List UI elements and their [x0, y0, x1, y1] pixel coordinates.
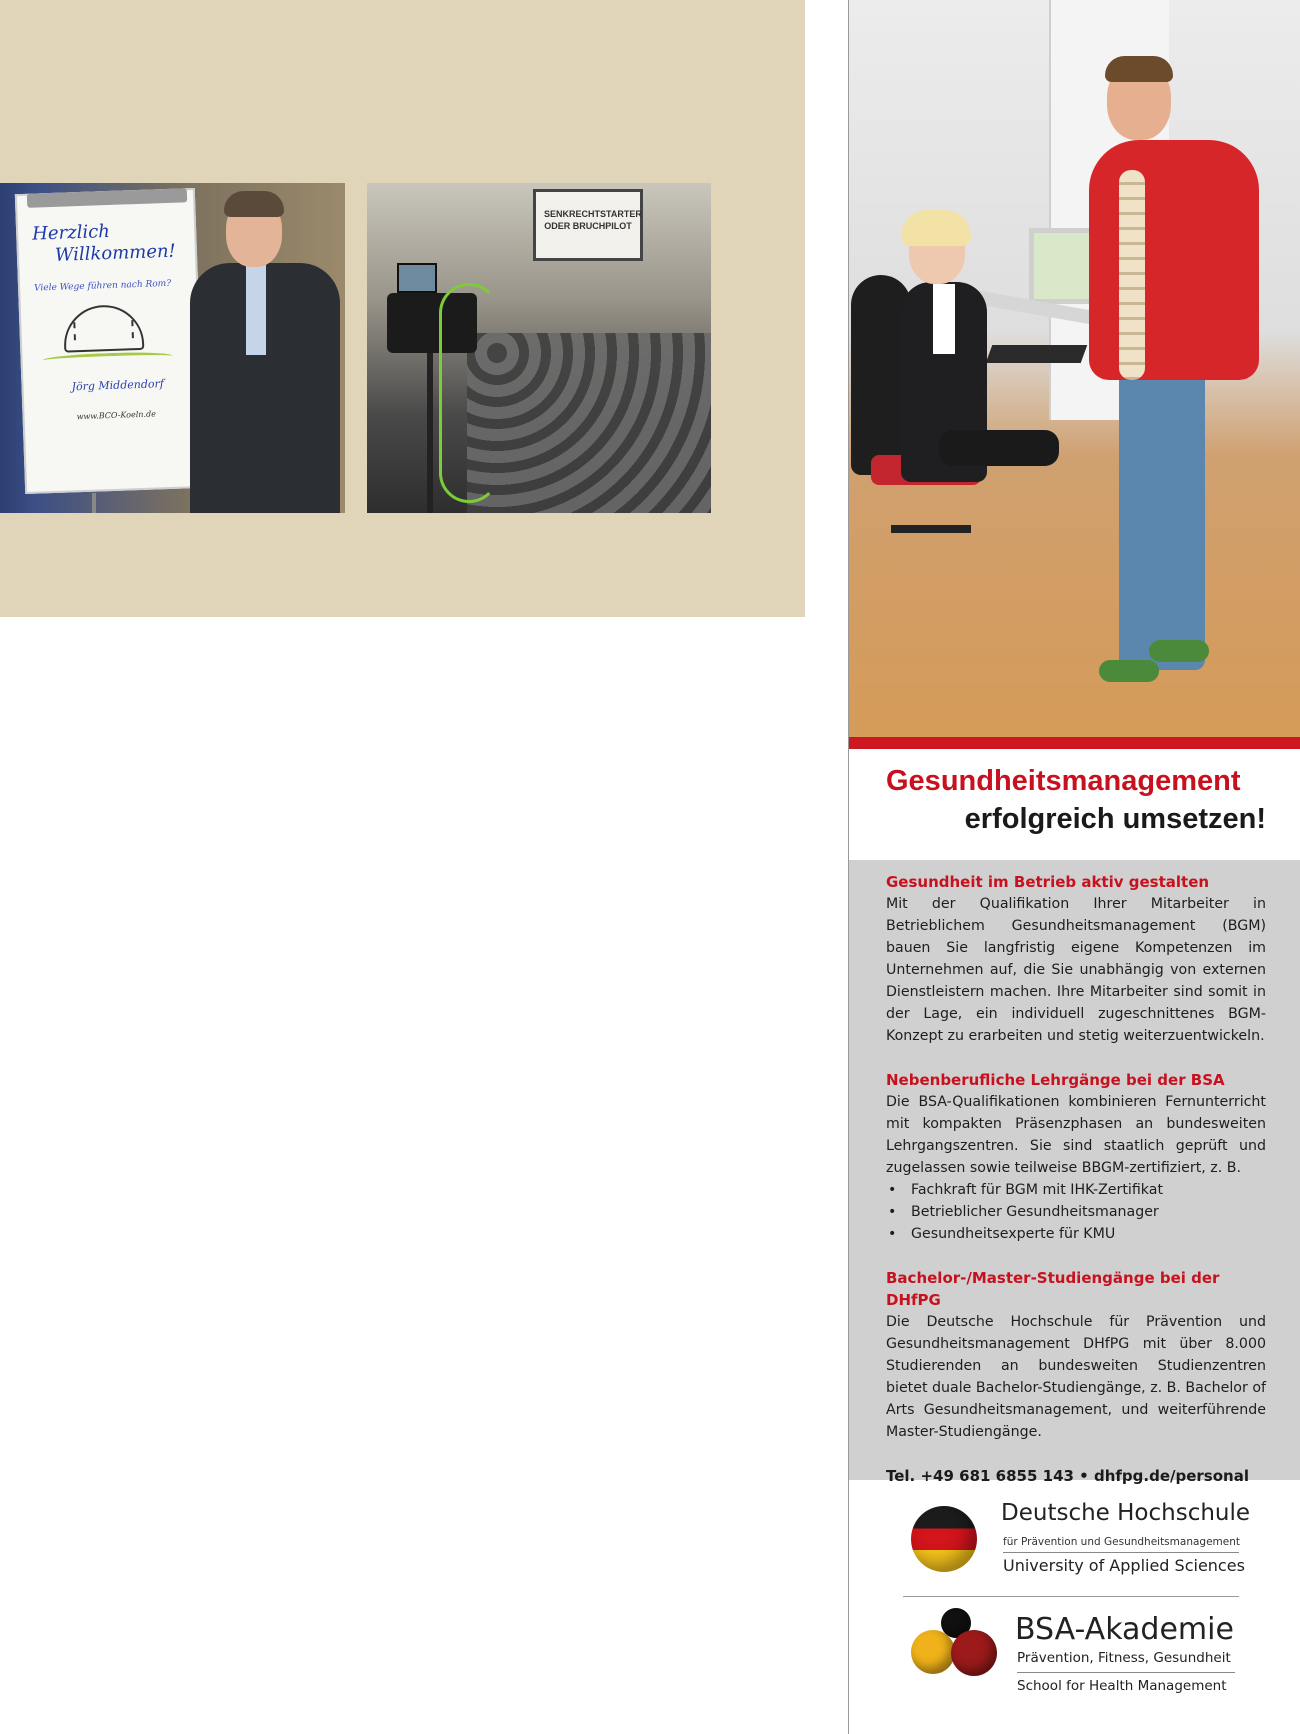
red-accent-bar: [849, 737, 1300, 749]
colosseum-drawing-icon: [63, 304, 145, 353]
flipchart-signature: Jörg Middendorf: [71, 377, 165, 394]
woman-hair: [901, 210, 971, 246]
bsa-rule: [1017, 1672, 1235, 1673]
course-list: [886, 1179, 1266, 1245]
bsa-tagline: School for Health Management: [1017, 1678, 1227, 1694]
woman-legs: [939, 430, 1059, 466]
dhfpg-logo[interactable]: [911, 1500, 1251, 1580]
green-cable: [439, 283, 499, 503]
dhfpg-tagline: University of Applied Sciences: [1003, 1556, 1245, 1575]
flipchart-text-willkommen: Willkommen!: [54, 240, 177, 266]
keyboard: [986, 345, 1088, 363]
camera-monitor: [397, 263, 437, 293]
section-title: Gesundheit im Betrieb aktiv gestalten: [886, 873, 1210, 891]
headline-line-2: erfolgreich umsetzen!: [964, 803, 1266, 835]
bsa-logo[interactable]: [911, 1608, 1251, 1718]
ad-headline: [886, 763, 1266, 837]
section-body: Die Deutsche Hochschule für Prävention und Gesundheitsmanagement DHfPG mit über 8.000 Studierenden an bundesweiten Studienzentren bietet duale Bachelor-Studiengänge, z. B. Bachelor of Arts Gesundheitsmanagement, und weiterführende Master-Studiengänge.: [886, 1314, 1267, 1440]
audience: [467, 333, 711, 513]
woman-blouse: [933, 284, 955, 354]
photo-speaker-flipchart: [0, 183, 345, 513]
contact-line[interactable]: Tel. +49 681 6855 143 • dhfpg.de/personal: [886, 1467, 1249, 1485]
flipchart-stand: [92, 493, 96, 513]
logo-separator: [903, 1596, 1239, 1597]
list-item: • Betrieblicher Gesundheitsmanager: [886, 1201, 1266, 1223]
spine-model-icon: [1119, 170, 1145, 380]
bsa-subtitle: Prävention, Fitness, Gesundheit: [1017, 1650, 1231, 1666]
headline-line-1: Gesundheitsmanagement: [886, 765, 1241, 797]
camera-tripod: [427, 353, 433, 513]
section-body: Die BSA-Qualifikationen kombinieren Fernunterricht mit kompakten Präsenzphasen an bundesweiten Lehrgangszentren. Sie sind staatlich geprüft und zugelassen sowie teilweise BBGM-zertifiziert, z. B.: [886, 1094, 1266, 1176]
shoe-right: [1149, 640, 1209, 662]
shoe-left: [1099, 660, 1159, 682]
ad-hero-photo: [849, 0, 1300, 737]
river-drawing: [42, 351, 172, 366]
dhfpg-name: Deutsche Hochschule: [1001, 1500, 1251, 1526]
flipchart-clip: [27, 188, 187, 208]
man-hair: [1105, 56, 1173, 82]
bsa-ball-red-icon: [951, 1630, 997, 1676]
chair-base: [891, 525, 971, 533]
ad-content: [886, 871, 1266, 1487]
flipchart: [15, 188, 205, 494]
dhfpg-subtitle: für Prävention und Gesundheitsmanagement: [1003, 1536, 1240, 1548]
projection-screen-text: SENKRECHTSTARTER ODER BRUCHPILOT: [544, 209, 642, 231]
man-legs: [1119, 370, 1205, 670]
section-body: Mit der Qualifikation Ihrer Mitarbeiter in Betrieblichem Gesundheitsmanagement (BGM) bauen Sie langfristig eigene Kompetenzen im Unternehmen auf, die Sie unabhängig von externen Dienstleistern machen. Ihre Mitarbeiter sind somit in der Lage, ein individuell zugeschnittenes BGM-Konzept zu erarbeiten und stetig weiterzuentwickeln.: [886, 896, 1266, 1044]
bsa-name: BSA-Akademie: [1015, 1612, 1234, 1647]
speaker-hair: [224, 191, 284, 217]
bsa-ball-yellow-icon: [911, 1630, 955, 1674]
flipchart-text-question: Viele Wege führen nach Rom?: [33, 278, 172, 294]
section-title: Bachelor-/Master-Studiengänge bei der DHfPG: [886, 1269, 1220, 1309]
section-title: Nebenberufliche Lehrgänge bei der BSA: [886, 1071, 1225, 1089]
projection-screen: [533, 189, 643, 261]
speaker-shirt: [246, 265, 266, 355]
flipchart-url: www.BCO-Koeln.de: [76, 409, 156, 422]
man-red-shirt: [1089, 140, 1259, 380]
flipchart-text-herzlich: Herzlich: [31, 220, 111, 245]
list-item: • Fachkraft für BGM mit IHK-Zertifikat: [886, 1179, 1266, 1201]
list-item: • Gesundheitsexperte für KMU: [886, 1223, 1266, 1245]
photo-conference-audience: [367, 183, 711, 513]
logo-area: [849, 1480, 1300, 1734]
dhfpg-rule: [1003, 1552, 1239, 1553]
dhfpg-globe-icon: [911, 1506, 977, 1572]
